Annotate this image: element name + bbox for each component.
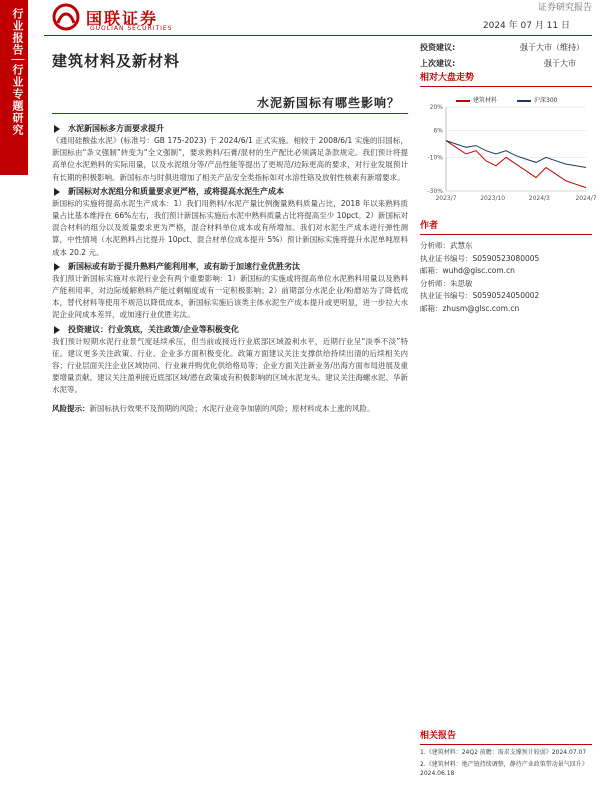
bullet-triangle-icon [54,263,60,271]
author-line: 执业证书编号：S0590524050002 [420,291,540,300]
section-paragraph: 我们预计新国标实施对水泥行业会有两个重要影响：1）新国标的实施或将提高单位水泥熟料用量以及熟料产能利用率，对边际缓解熟料产能过剩幅度或有一定积极影响；2）前期部分水泥企业/粉磨站为了降低成本，替代材料等使用不规范以降低成本，新国标实施后该类主体水泥生产成本提升或更明显，进一步拉大水泥企业间成本差异，或加速行业优胜劣汰。 [52,273,408,320]
rating-label: 上次建议: [420,59,456,68]
side-band [0,0,38,800]
legend-item-0: 建筑材料 [456,95,497,104]
x-tick-label: 2023/7 [435,195,457,202]
section-paragraph: 《通用硅酸盐水泥》(标准号：GB 175-2023) 于 2024/6/1 正式实施。相较于 2008/6/1 实施的旧国标，新国标由“条文强制”转变为“全文强制”，要求熟料/石膏/混材的生产配比必须满足条款规定。我们预计将提高单位水泥熟料的实际用量，以及水泥组分等/产品性能等提出了更规范/边际更高的要求，对行业发展预计有长期的积极影响。新国标亦与时俱进增加了相关产品安全类指标如对水溶性铬及放射性核素有新增要求。 [52,136,408,182]
risk-warning [52,403,408,415]
author-line: 执业证书编号：S0590523080005 [420,253,540,263]
rating-label: 投资建议: [420,43,456,52]
y-tick-label: 20% [429,104,443,111]
author-line[interactable]: 邮箱：zhusm@glsc.com.cn [420,303,520,313]
rating-row-previous [420,58,576,69]
chart-heading: 相对大盘走势 [420,70,592,87]
report-body [52,123,408,415]
title-divider [52,113,408,114]
x-tick-label: 2024/3 [528,195,550,202]
y-tick-label: -30% [427,188,443,195]
relative-chart-svg [420,91,597,209]
section-heading: 水泥新国标多方面要求提升 [52,123,408,135]
authors-block [420,218,592,315]
related-report-item[interactable]: 1.《建筑材料：24Q2 前瞻：需求支撑预计较弱》2024.07.07 [420,749,587,756]
rating-value: 强于大市（维持） [520,43,584,52]
authors-heading: 作者 [420,218,592,235]
logo-text-cn: 国联证券 [86,8,159,28]
report-type: 证券研究报告 [537,3,592,13]
logo-text-en: GUOLIAN SECURITIES [90,25,173,32]
report-date: 2024 年 07 月 11 日 [482,21,570,31]
related-report-item[interactable]: 2.《建筑材料：地产链持续调整，静待产业政策带动景气回升》2024.06.18 [420,761,588,777]
x-tick-label: 2024/7 [575,195,597,202]
bullet-triangle-icon [54,326,60,334]
chart-legend [456,95,557,104]
risk-text: 新国标执行效果不及预期的风险；水泥行业竞争加剧的风险；原材料成本上涨的风险。 [89,403,375,413]
section-paragraph: 我们预计短期水泥行业景气度延续承压，但当前或接近行业底部区域盈利水平，近期行业呈“淡季不淡”特征。建议更多关注政策、行业、企业多方面积极变化。政策方面建议关注支撑供给持续出清的后续相关内容；行业层面关注企业区域协同、行业兼并购优化供给格局等；企业方面关注新业务/出海方面布局进展及重要增量贡献。建议关注盈利接近底部区域/潜在政策或有积极影响的区域水泥龙头。建议关注海螺水泥、华新水泥等。 [52,336,408,395]
logo-mark-icon [52,3,80,31]
author-line: 分析师：朱思敏 [420,278,473,288]
rating-row-current [420,42,584,53]
industry-title: 建筑材料及新材料 [52,52,181,70]
section-heading: 投资建议：行业筑底，关注政策/企业等积极变化 [52,324,408,336]
y-tick-label: -10% [427,154,443,162]
report-title: 水泥新国标有哪些影响？ [256,96,400,110]
rating-value: 强于大市 [544,59,576,68]
x-tick-label: 2023/10 [480,195,506,202]
bullet-triangle-icon [54,125,60,133]
related-heading: 相关报告 [420,728,592,745]
risk-label: 风险提示： [52,403,90,413]
relative-chart [420,91,597,209]
author-line[interactable]: 邮箱：wuhd@glsc.com.cn [420,266,515,275]
relative-performance [420,70,597,209]
author-line: 分析师：武慧东 [420,241,473,250]
related-reports [420,728,592,778]
header-divider [44,35,592,36]
bullet-triangle-icon [54,188,60,196]
section-heading: 新国标对水泥组分和质量要求更严格，或将提高水泥生产成本 [52,186,408,198]
section-paragraph: 新国标的实施将提高水泥生产成本：1）我们用熟料/水泥产量比例衡量熟料质量占比，2018 年以来熟料质量占比基本维持在 66%左右，我们预计新国标实施后水泥中熟料质量占比将提高至少 10pct。2）新国标对混合材料的组分以及质量要求更为严格，混合材料单位成本或有所增加。我们对水泥生产成本进行弹性测算，中性情境（水泥熟料占比提升 10pct、混合材单位成本提升 5%）预计新国标实施将提升水泥单吨原料成本 20.2 元。 [52,198,408,257]
side-band-text: 行业报告│行业专题研究 [11,8,24,136]
y-tick-label: 6% [433,127,443,135]
legend-item-1: 沪深300 [517,95,557,104]
company-logo [52,3,173,32]
section-heading: 新国标或有助于提升熟料产能利用率，或有助于加速行业优胜劣汰 [52,261,408,273]
